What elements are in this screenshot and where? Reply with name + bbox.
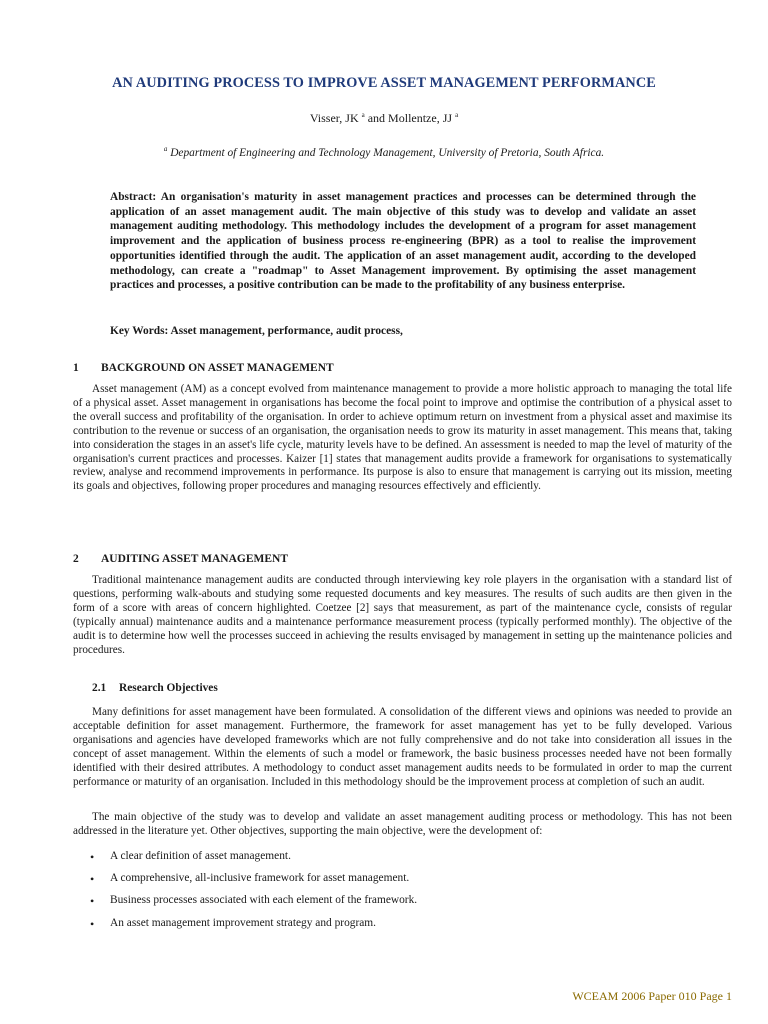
list-item: • An asset management improvement strategy and program. (90, 916, 377, 931)
section-1-heading (73, 362, 334, 374)
section-1-paragraph: Asset management (AM) as a concept evolved from maintenance management to provide a more holistic approach to managing the total life of a physical asset. Asset management in organisations has become the focal point to improve and optimise the contribution of a physical asset to the overall success and profitability of the organisation. In order to achieve optimum return on investment from a physical asset and maximise its contribution to the revenue or success of an organisation, the organisation needs to grow its maturity in asset management. This means that, taking into consideration the stages in an asset's life cycle, maturity levels have to be defined. An assessment is needed to map the level of maturity of the organisation's current practices and processes. Kaizer [1] states that management audits provide a framework for organisations to systematically review, analyse and recommend improvements in performance. Its purpose is also to ensure that management is carrying out its mission, meeting its goals and objectives, following proper procedures and managing resources effectively and efficiently. (73, 383, 732, 493)
paper-title: AN AUDITING PROCESS TO IMPROVE ASSET MANAGEMENT PERFORMANCE (112, 75, 656, 91)
keywords: Key Words: Asset management, performance, audit process, (110, 325, 403, 337)
author-1-affil-mark: a (361, 111, 365, 119)
section-2-1-heading (92, 682, 218, 694)
bullet-icon: • (90, 894, 95, 909)
abstract: Abstract: An organisation's maturity in asset management practices and processes can be determined through the application of an asset management audit. The main objective of this study was to develop and validate an asset management auditing methodology. This methodology includes the development of a program for asset management improvement and the application of business process re-engineering (BPR) as a tool to realise the improvement opportunities identified through the audit. The application of an asset management audit, according to the developed methodology, can create a "roadmap" to Asset Management improvement. By optimising the asset management practices and processes, a positive contribution can be made to the profitability of any business enterprise. (110, 191, 696, 292)
bullet-icon: • (90, 872, 95, 887)
authors-line (0, 111, 768, 126)
section-number: 1 (73, 362, 79, 374)
bullet-icon: • (90, 916, 95, 931)
section-2-1-paragraph-2: The main objective of the study was to develop and validate an asset management auditing process or methodology. This has not been addressed in the literature yet. Other objectives, supporting the main objective, were the development of: (73, 811, 732, 837)
list-item: • A comprehensive, all-inclusive framework for asset management. (90, 872, 410, 887)
page-footer: WCEAM 2006 Paper 010 Page 1 (572, 989, 732, 1003)
list-item: • Business processes associated with each element of the framework. (90, 894, 418, 909)
author-1: Visser, JK (309, 111, 359, 125)
author-2: and Mollentze, JJ (367, 111, 453, 125)
affiliation-line (0, 145, 768, 159)
list-item: • A clear definition of asset management. (90, 850, 291, 864)
section-title: AUDITING ASSET MANAGEMENT (101, 553, 289, 565)
section-number: 2 (73, 553, 79, 565)
section-2-1-paragraph-1: Many definitions for asset management have been formulated. A consolidation of the different views and opinions was needed to provide an acceptable definition for asset management. Furthermore, the framework for asset management has yet to be fully developed. Various organisations and agencies have developed frameworks which are not fully comprehensive and do not take into consideration all issues in the concept of asset management. Within the elements of such a model or framework, the basic business processes needed have not been formally identified with their desired attributes. A methodology to conduct asset management audits needs to be formulated in order to map the current performance or maturity of an organisation. Included in this methodology should be the improvement process at completion of such an audit. (73, 706, 732, 788)
author-2-affil-mark: a (455, 111, 459, 119)
affiliation-text: Department of Engineering and Technology Management, University of Pretoria, South Africa. (170, 146, 605, 159)
bullet-icon: • (90, 850, 95, 864)
section-number: 2.1 (92, 682, 107, 694)
section-2-paragraph: Traditional maintenance management audits are conducted through interviewing key role players in the organisation with a standard list of questions, performing walk-abouts and studying some requested documents and key measures. The results of such audits are then given in the form of a score with areas of concern highlighted. Coetzee [2] says that measurement, as part of the maintenance cycle, consists of regular (typically annual) maintenance audits and a maintenance performance measurement process (typically performed monthly). The objective of the audit is to determine how well the processes succeed in achieving the results envisaged by management in setting up the maintenance policies and procedures. (73, 574, 732, 656)
objectives-list (73, 850, 417, 939)
section-2-heading (73, 553, 288, 565)
section-title: Research Objectives (119, 682, 218, 694)
affiliation-mark: a (163, 145, 168, 153)
section-title: BACKGROUND ON ASSET MANAGEMENT (101, 362, 334, 374)
